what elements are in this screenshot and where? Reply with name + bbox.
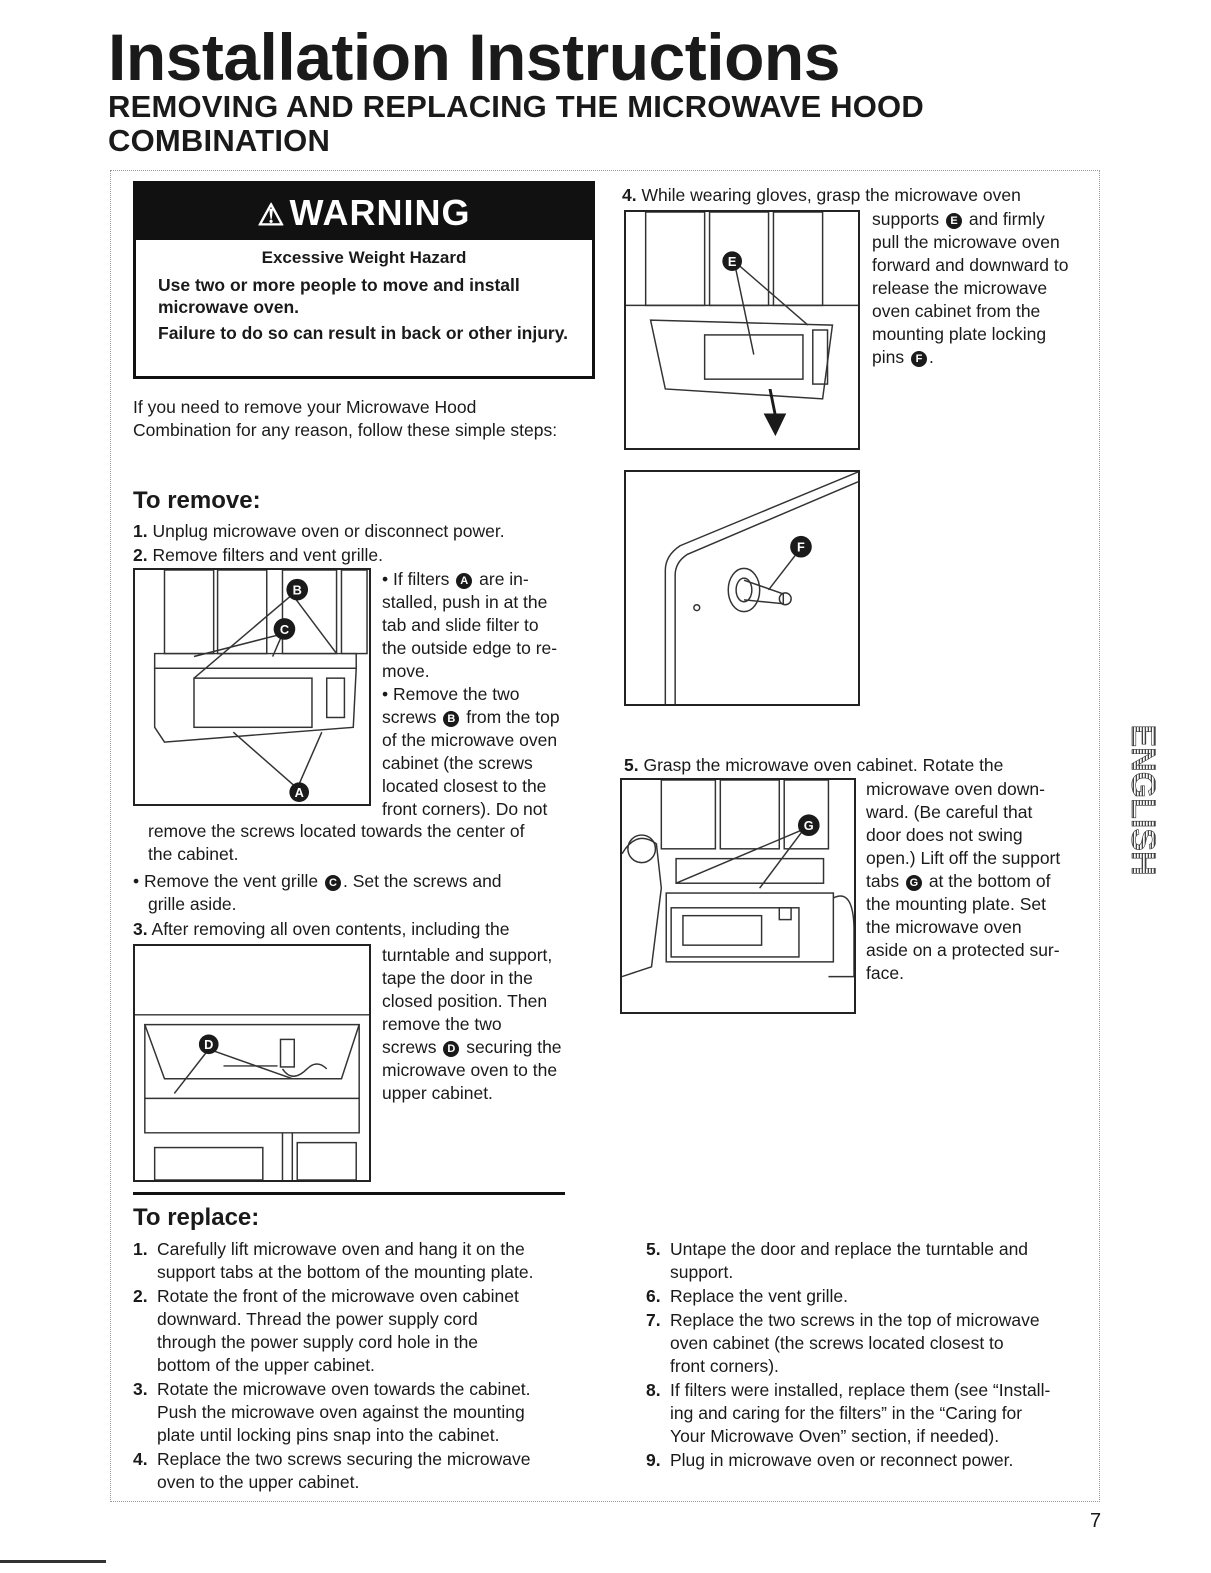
remove-step-1 — [133, 520, 505, 543]
step-text: the mounting plate. Set — [866, 894, 1046, 914]
step-text: Push the microwave oven against the mounting — [157, 1402, 525, 1422]
step-text: oven cabinet from the — [872, 301, 1041, 321]
step-text: face. — [866, 963, 904, 983]
step-text: front corners). — [670, 1356, 779, 1376]
step-text: ward. (Be careful that — [866, 802, 1033, 822]
step-text: release the microwave — [872, 278, 1048, 298]
step-number: 4. — [133, 1449, 148, 1469]
step-text: securing the — [466, 1037, 562, 1057]
step-number: 5. — [646, 1239, 661, 1259]
step-text: turntable and support, — [382, 945, 553, 965]
step-screws-line — [382, 1036, 592, 1059]
step-number: 5. — [624, 755, 639, 775]
callout-d-label: D — [204, 1037, 214, 1053]
step-number: 6. — [646, 1286, 661, 1306]
step-text: remove the two — [382, 1014, 502, 1034]
replace-list-right — [646, 1238, 1106, 1473]
upper-cabinet-illustration — [135, 946, 369, 1180]
replace-step — [646, 1238, 1106, 1284]
step-tabs-line — [866, 870, 1102, 893]
step-text: bottom of the upper cabinet. — [157, 1355, 375, 1375]
step-pins-line: pins F . — [872, 347, 934, 367]
step-supports-line — [872, 208, 1102, 231]
step-text: and firmly — [968, 209, 1045, 229]
replace-step — [646, 1309, 1106, 1378]
callout-a-icon: A — [456, 573, 472, 589]
pull-forward-illustration — [626, 212, 858, 448]
step-text: Replace the two screws in the top of microwave — [670, 1310, 1040, 1330]
step-text: tabs — [866, 871, 900, 891]
bullet-text: from the top — [466, 707, 560, 727]
intro-text: If you need to remove your Microwave Hood Combination for any reason, follow these simple steps: — [133, 397, 558, 440]
step-text: ing and caring for the filters” in the “Caring for — [670, 1403, 1023, 1423]
remove-step-3 — [133, 918, 510, 941]
callout-f-label: F — [797, 539, 805, 555]
remove-heading: To remove: — [133, 487, 261, 514]
warning-line-1: Use two or more people to move and install microwave oven. — [158, 275, 520, 317]
bullet-vent-grille — [133, 870, 502, 893]
step-number: 4. — [622, 185, 637, 205]
step-text: support. — [670, 1262, 734, 1282]
bullet-filters-line — [382, 568, 592, 591]
step-text: Your Microwave Oven” section, if needed). — [670, 1426, 1000, 1446]
callout-f-icon: F — [911, 351, 927, 367]
bullet-text: stalled, push in at the — [382, 592, 548, 612]
section-divider — [133, 1192, 565, 1195]
callout-g-label: G — [803, 818, 814, 834]
bullet-text: move. — [382, 661, 430, 681]
step-text: Replace the two screws securing the microwave — [157, 1449, 531, 1469]
step-text: mounting plate locking — [872, 324, 1047, 344]
step-number: 3. — [133, 919, 148, 939]
callout-c-label: C — [279, 621, 290, 637]
step-text: If filters were installed, replace them (see “Install- — [670, 1380, 1051, 1400]
figure-pull-forward — [624, 210, 860, 450]
locking-pin-illustration — [626, 472, 858, 704]
step-number: 9. — [646, 1450, 661, 1470]
step-text: Rotate the microwave oven towards the cabinet. — [157, 1379, 531, 1399]
step-text: pull the microwave oven — [872, 232, 1060, 252]
replace-step — [646, 1449, 1106, 1472]
lift-off-illustration — [622, 780, 854, 1012]
bullet-text: the outside edge to re- — [382, 638, 558, 658]
step-4-text — [872, 208, 1102, 369]
callout-a-label: A — [294, 785, 304, 801]
bullet-screws-line — [382, 706, 592, 729]
language-side-tab — [1123, 690, 1159, 910]
step-4 — [622, 184, 1021, 207]
replace-list-left — [133, 1238, 613, 1495]
step-text: aside on a protected sur- — [866, 940, 1060, 960]
step-text: closed position. Then — [382, 991, 548, 1011]
replace-step — [133, 1448, 613, 1494]
bullet-text: • If filters — [382, 569, 450, 589]
callout-e-icon: E — [946, 213, 962, 229]
step-text: microwave oven down- — [866, 779, 1045, 799]
step-text: the microwave oven — [866, 917, 1022, 937]
warning-line-2: Failure to do so can result in back or other injury. — [158, 323, 569, 343]
callout-b-label: B — [292, 582, 302, 598]
bullet-text: are in- — [479, 569, 529, 589]
warning-box — [133, 181, 595, 379]
step-text: While wearing gloves, grasp the microwave oven — [641, 185, 1021, 205]
replace-heading: To replace: — [133, 1204, 260, 1231]
warning-triangle-icon: ⚠ — [257, 199, 286, 232]
step-text: Remove filters and vent grille. — [152, 545, 384, 565]
bullet-text: . Set the screws and — [342, 871, 502, 891]
step-number: 7. — [646, 1310, 661, 1330]
step-text: supports — [872, 209, 940, 229]
warning-hazard: Excessive Weight Hazard — [261, 248, 467, 267]
side-tab-label: ENGLISH — [1124, 724, 1159, 876]
step-text: microwave oven to the — [382, 1060, 558, 1080]
replace-step — [133, 1378, 613, 1447]
bullet-text: screws — [382, 707, 437, 727]
figure-upper-cabinet-screws — [133, 944, 371, 1182]
callout-b-icon: B — [443, 711, 459, 727]
figure-filters-screws — [133, 568, 371, 806]
step-text: After removing all oven contents, including the — [151, 919, 510, 939]
step-number: 2. — [133, 545, 148, 565]
bullet-text: • Remove the two — [382, 684, 520, 704]
remove-step-2 — [133, 544, 383, 567]
step-text: Rotate the front of the microwave oven cabinet — [157, 1286, 519, 1306]
step-text: screws — [382, 1037, 437, 1057]
bullet-text: of the microwave oven — [382, 730, 558, 750]
step-number: 1. — [133, 521, 148, 541]
step-number: 1. — [133, 1239, 148, 1259]
remove-step-2-bullets — [382, 568, 592, 821]
step-text: pins — [872, 347, 905, 367]
bullet-text: located closest to the — [382, 776, 547, 796]
bullet-text: • Remove the vent grille — [133, 871, 319, 891]
microwave-filters-illustration — [135, 570, 369, 804]
step-text: Plug in microwave oven or reconnect power. — [670, 1450, 1014, 1470]
callout-e-label: E — [727, 254, 737, 270]
callout-c-icon: C — [325, 875, 341, 891]
replace-step — [646, 1285, 1106, 1308]
step-text: downward. Thread the power supply cord — [157, 1309, 478, 1329]
step-text: at the bottom of — [928, 871, 1051, 891]
page-title: Installation Instructions — [108, 20, 840, 94]
step-text: oven cabinet (the screws located closest to — [670, 1333, 1004, 1353]
step-text: door does not swing — [866, 825, 1023, 845]
figure-lift-off — [620, 778, 856, 1014]
callout-g-icon: G — [906, 875, 922, 891]
step-text: Replace the vent grille. — [670, 1286, 849, 1306]
step-text: Unplug microwave oven or disconnect power. — [152, 521, 505, 541]
warning-heading: WARNING — [289, 192, 471, 233]
replace-step — [646, 1379, 1106, 1448]
bullet-screws-tail-2: the cabinet. — [148, 844, 239, 864]
step-text: open.) Lift off the support — [866, 848, 1061, 868]
step-text: forward and downward to — [872, 255, 1069, 275]
step-text: Grasp the microwave oven cabinet. Rotate the — [643, 755, 1004, 775]
warning-header — [136, 184, 592, 240]
callout-d-icon: D — [443, 1041, 459, 1057]
bottom-mark — [0, 1560, 106, 1563]
bullet-text: cabinet (the screws — [382, 753, 533, 773]
replace-step — [133, 1285, 613, 1377]
step-5 — [624, 754, 1003, 777]
remove-step-3-text — [382, 944, 592, 1105]
page-subtitle: REMOVING AND REPLACING THE MICROWAVE HOOD COMBINATION — [108, 89, 924, 158]
figure-locking-pin — [624, 470, 860, 706]
step-text: upper cabinet. — [382, 1083, 493, 1103]
page-number: 7 — [1090, 1510, 1102, 1532]
step-number: 3. — [133, 1379, 148, 1399]
step-text: Untape the door and replace the turntable and — [670, 1239, 1029, 1259]
step-number: 8. — [646, 1380, 661, 1400]
step-text: plate until locking pins snap into the cabinet. — [157, 1425, 500, 1445]
step-number: 2. — [133, 1286, 148, 1306]
bullet-vent-grille-tail: grille aside. — [148, 894, 237, 914]
step-text: tape the door in the — [382, 968, 533, 988]
step-text: through the power supply cord hole in the — [157, 1332, 479, 1352]
replace-step — [133, 1238, 613, 1284]
bullet-screws-tail-1: remove the screws located towards the center of — [148, 821, 525, 841]
step-text: oven to the upper cabinet. — [157, 1472, 360, 1492]
bullet-text: front corners). Do not — [382, 799, 548, 819]
step-5-text — [866, 778, 1102, 985]
step-text: support tabs at the bottom of the mounting plate. — [157, 1262, 534, 1282]
bullet-text: tab and slide filter to — [382, 615, 539, 635]
step-text: Carefully lift microwave oven and hang it on the — [157, 1239, 525, 1259]
